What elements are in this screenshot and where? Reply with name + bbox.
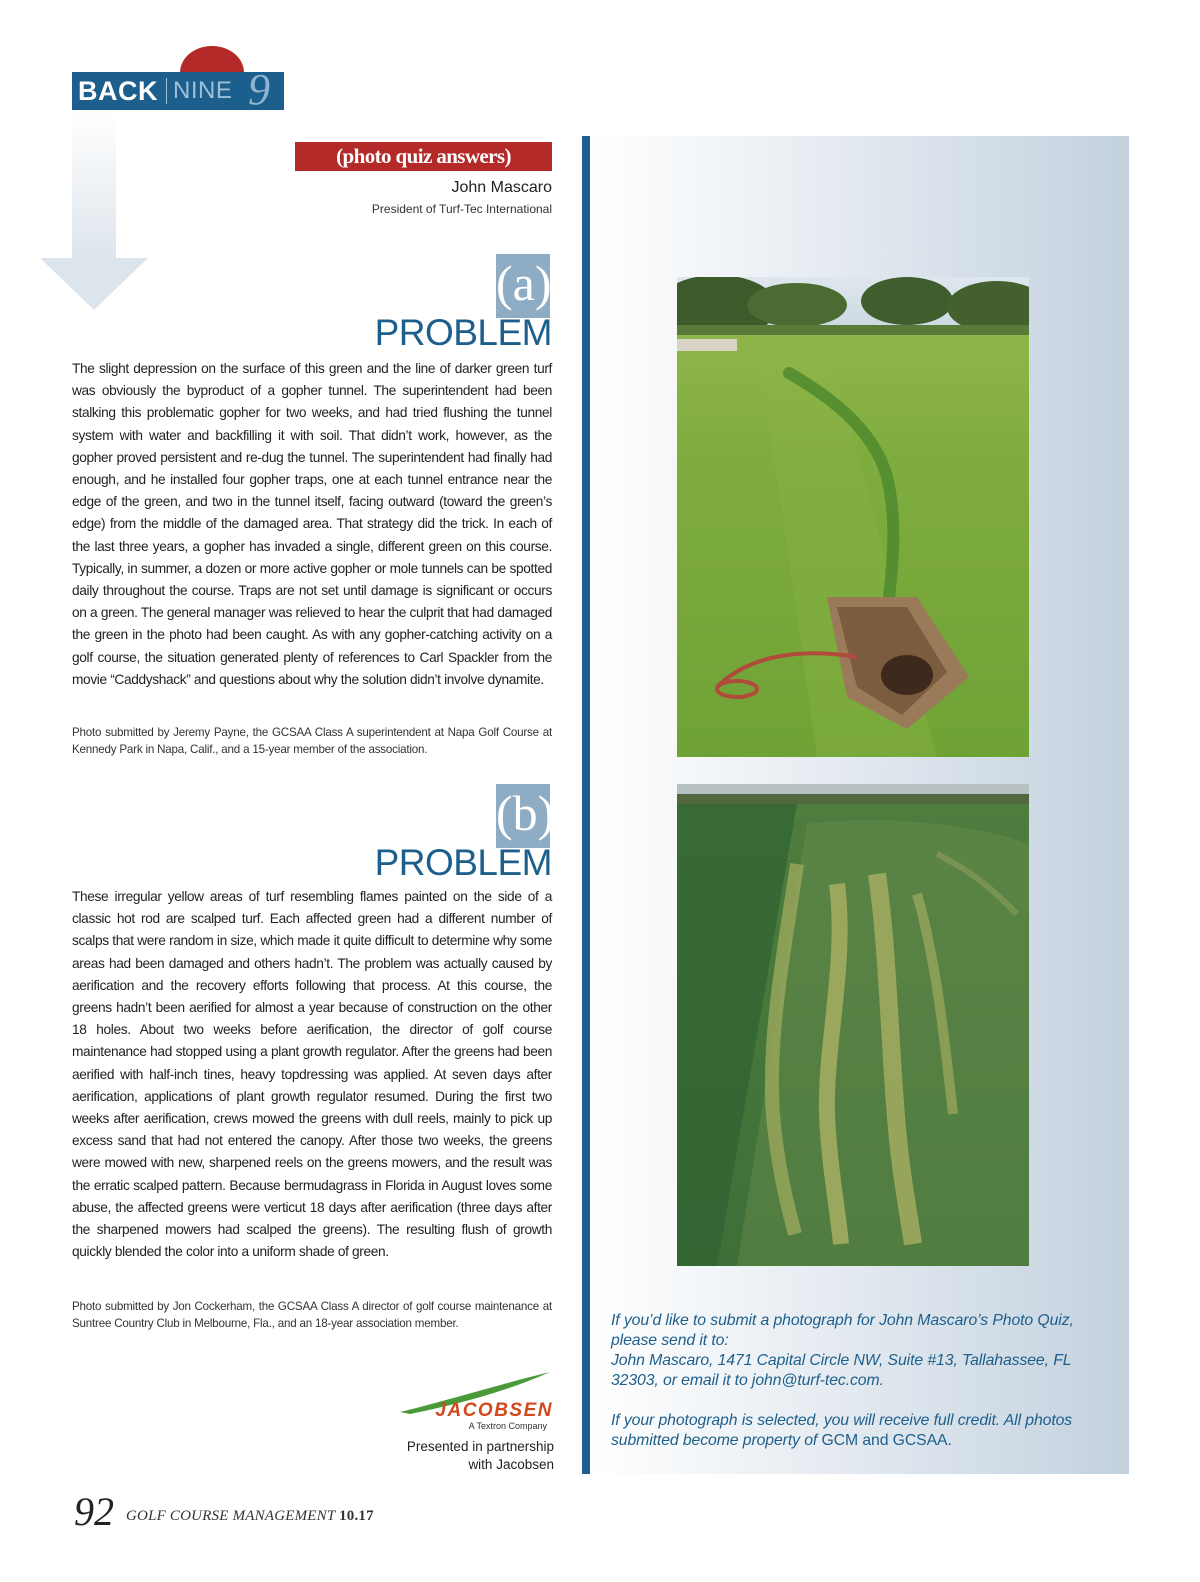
problem-b-body: These irregular yellow areas of turf resembling flames painted on the side of a classic hot rod are scalped turf. Each affected green had a different number of scalps that were random in size, which made it quite difficult to determine why some areas had been damaged and others hadn’t. The problem was actually caused by aerification and the recovery efforts following that process. At this course, the greens hadn’t been aerified for almost a year because of construction on the other 18 holes. About two weeks before aerification, the director of golf course maintenance had stopped using a plant growth regulator. After the greens had been aerified with half-inch tines, heavy topdressing was applied. At seven days after aerification, applications of plant growth regulator resumed. During the first two weeks after aerification, crews mowed the greens with dull reels, mainly to pick up excess sand that had not entered the canopy. After those two weeks, the greens were mowed with new, sharpened reels on the greens mowers, and the result was the erratic scalped pattern. Because bermudagrass in Florida in August loves some abuse, the affected greens were verticut 18 days after aerification (three days after the sharpened mowers had scalped the greens). The resulting flush of growth quickly blended the color into a uniform shade of green. xyxy=(72,889,552,1260)
problem-b-caption: Photo submitted by Jon Cockerham, the GCSAA Class A director of golf course maintenance at Suntree Country Club in Melbourne, Fla., and an 18-year association member. xyxy=(72,1300,552,1330)
column-divider xyxy=(582,136,590,1474)
issue-number: 10.17 xyxy=(339,1508,374,1524)
submit-credit-orgs: GCM and GCSAA. xyxy=(821,1432,952,1449)
down-arrow-icon xyxy=(40,258,148,310)
submit-credit-text: If your photograph is selected, you will receive full credit. All photos submitted become property of xyxy=(611,1412,1073,1449)
section-logo-nine: NINE xyxy=(173,77,233,104)
submit-instructions: If you’d like to submit a photograph for John Mascaro’s Photo Quiz, please send it to: xyxy=(611,1312,1074,1349)
section-logo-divider xyxy=(166,78,167,104)
problem-a-caption: Photo submitted by Jeremy Payne, the GCSAA Class A superintendent at Napa Golf Course at Kennedy Park in Napa, Calif., and a 15-year member of the association. xyxy=(72,726,552,756)
submit-address: John Mascaro, 1471 Capital Circle NW, Suite #13, Tallahassee, FL 32303, or email it to john@turf-tec.com. xyxy=(611,1352,1072,1389)
photo-a-gopher-tunnel xyxy=(677,277,1029,757)
problem-b-heading: PROBLEM xyxy=(374,842,552,883)
section-logo-back: BACK xyxy=(78,75,158,106)
section-tag: (photo quiz answers) xyxy=(295,142,552,171)
magazine-footer xyxy=(126,1508,374,1525)
partner-credit xyxy=(407,1438,554,1474)
partner-line-2: with Jacobsen xyxy=(468,1457,554,1472)
problem-a-letter: (a) xyxy=(496,254,550,318)
author-title: President of Turf-Tec International xyxy=(371,202,552,216)
partner-line-1: Presented in partnership xyxy=(406,1439,554,1454)
author-name: John Mascaro xyxy=(451,179,552,196)
down-arrow-shaft xyxy=(72,110,116,260)
problem-b-letter: (b) xyxy=(496,784,550,848)
page-number: 92 xyxy=(74,1489,114,1534)
photo-b-scalped-turf xyxy=(677,784,1029,1266)
section-logo-numeral: 9 xyxy=(248,65,270,114)
magazine-name: GOLF COURSE MANAGEMENT xyxy=(126,1508,336,1524)
problem-a-body: The slight depression on the surface of this green and the line of darker green turf was obviously the byproduct of a gopher tunnel. The superintendent had been stalking this problematic gopher for two weeks, and had tried flushing the tunnel system with water and backfilling it with soil. That didn’t work, however, as the gopher proved persistent and re-dug the tunnel. The superintendent had finally had enough, and he installed four gopher traps, one at each tunnel entrance near the edge of the green, and two in the tunnel itself, facing outward (toward the green’s edge) from the middle of the damaged area. That strategy did the trick. In each of the last three years, a gopher has invaded a single, different green on this course. Typically, in summer, a dozen or more active gopher or mole tunnels can be spotted daily throughout the course. Traps are not set until damage is significant or occurs on a green. The general manager was relieved to hear the culprit that had damaged the green in the photo had been caught. As with any gopher-catching activity on a golf course, the situation generated plenty of references to Carl Spackler from the movie “Caddyshack” and questions about why the solution didn’t involve dynamite. xyxy=(72,361,552,687)
problem-a-heading: PROBLEM xyxy=(374,312,552,353)
submit-credit xyxy=(611,1411,1111,1451)
jacobsen-logo: JACOBSEN xyxy=(435,1400,553,1421)
jacobsen-tagline: A Textron Company xyxy=(468,1421,547,1431)
